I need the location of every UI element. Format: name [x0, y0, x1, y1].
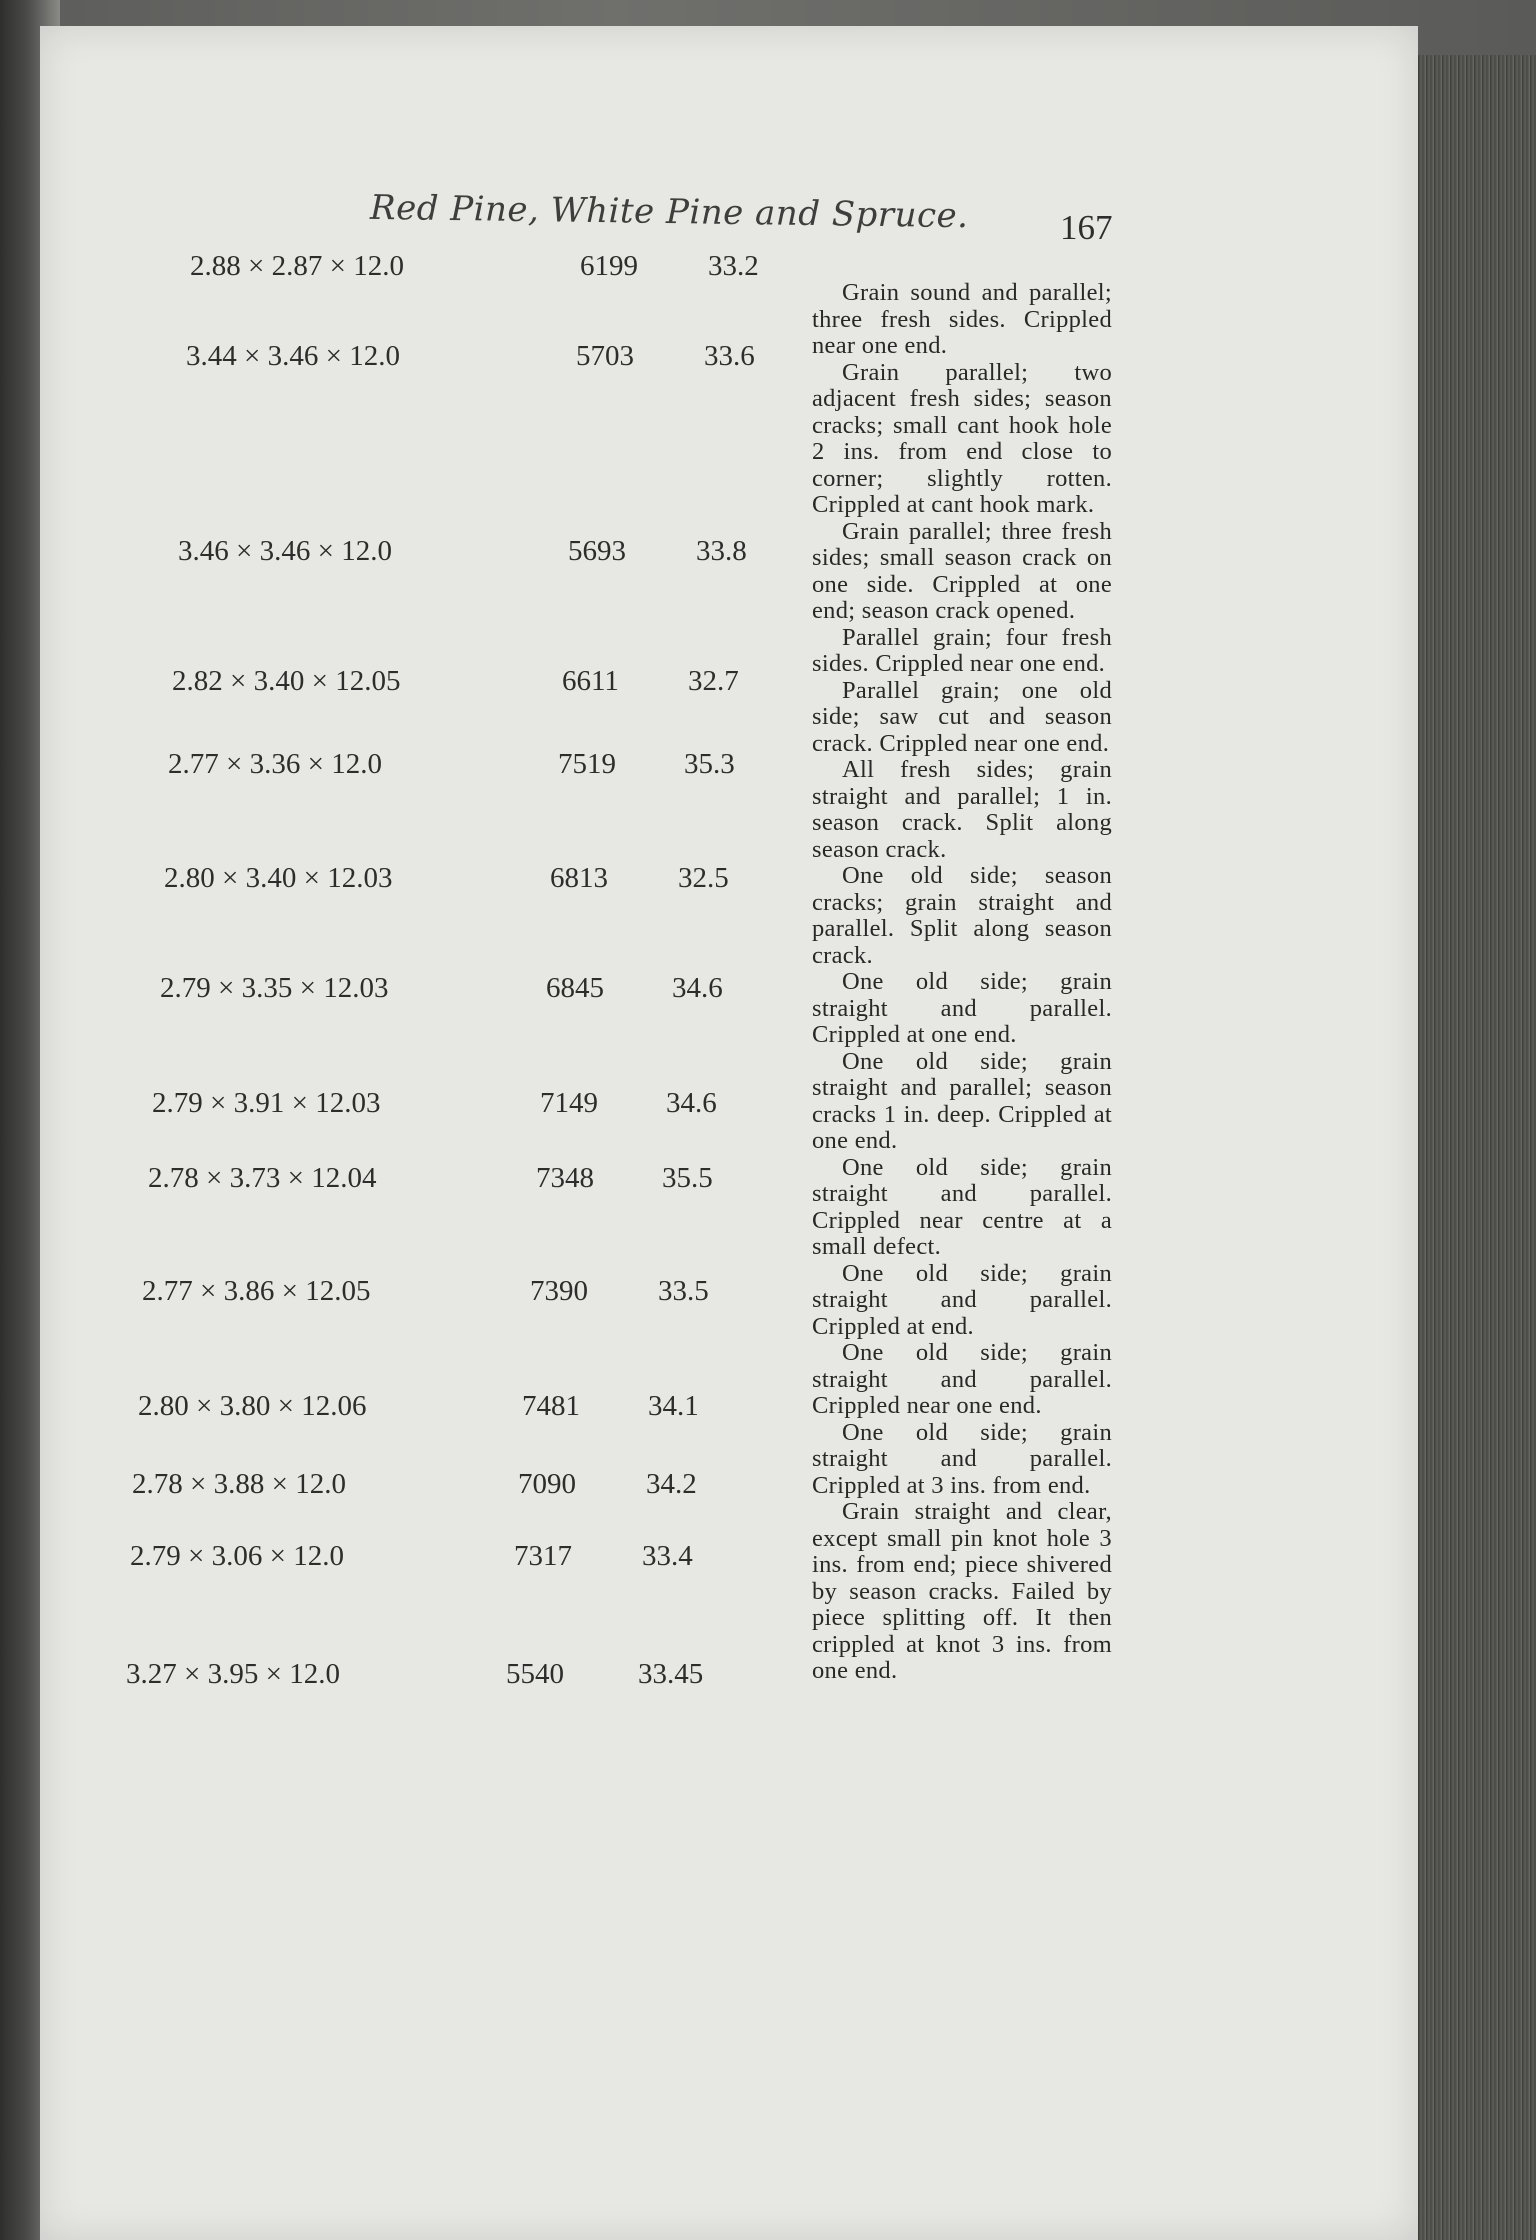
remark: Grain parallel; two adjacent fresh sides; season cracks; small cant hook hole 2 ins. from end close to corner; slightly rotten. Crippled at cant hook mark. — [812, 358, 1112, 518]
page-number: 167 — [1060, 208, 1113, 247]
load-cell: 5540 — [506, 1658, 564, 1690]
remark: Grain sound and parallel; three fresh sides. Crippled near one end. — [812, 279, 1112, 359]
dimensions-cell: 2.82 × 3.40 × 12.05 — [172, 665, 401, 697]
load-cell: 6199 — [580, 250, 638, 282]
load-cell: 7149 — [540, 1087, 598, 1119]
load-cell: 7348 — [536, 1162, 594, 1194]
value-cell: 34.1 — [648, 1390, 699, 1422]
load-cell: 5703 — [576, 340, 634, 372]
value-cell: 34.6 — [672, 972, 723, 1004]
load-cell: 6845 — [546, 972, 604, 1004]
load-cell: 6813 — [550, 862, 608, 894]
remark: One old side; grain straight and parallel. Crippled near centre at a small defect. — [812, 1153, 1112, 1260]
remark: One old side; grain straight and parallel. Crippled at one end. — [812, 968, 1112, 1048]
load-cell: 7481 — [522, 1390, 580, 1422]
dimensions-cell: 2.77 × 3.86 × 12.05 — [142, 1275, 371, 1307]
remark: One old side; grain straight and parallel. Crippled at 3 ins. from end. — [812, 1418, 1112, 1499]
remark: One old side; season cracks; grain straight and parallel. Split along season crack. — [812, 862, 1112, 969]
dimensions-cell: 2.78 × 3.88 × 12.0 — [132, 1468, 346, 1500]
running-title: Red Pine, White Pine and Spruce. — [369, 187, 969, 237]
dimensions-cell: 3.44 × 3.46 × 12.0 — [186, 340, 400, 372]
remark: One old side; grain straight and parallel; season cracks 1 in. deep. Crippled at one end. — [812, 1047, 1112, 1154]
value-cell: 34.2 — [646, 1468, 697, 1500]
remarks-column — [812, 280, 1112, 1685]
value-cell: 33.45 — [638, 1658, 704, 1690]
dimensions-cell: 3.46 × 3.46 × 12.0 — [178, 535, 392, 567]
value-cell: 33.5 — [658, 1275, 709, 1307]
remark: All fresh sides; grain straight and parallel; 1 in. season crack. Split along season crack. — [812, 756, 1112, 863]
value-cell: 32.5 — [678, 862, 729, 894]
dimensions-cell: 2.79 × 3.91 × 12.03 — [152, 1087, 381, 1119]
dimensions-cell: 2.77 × 3.36 × 12.0 — [168, 748, 382, 780]
value-cell: 34.6 — [666, 1087, 717, 1119]
page-edges-right — [1418, 55, 1536, 2240]
dimensions-cell: 2.78 × 3.73 × 12.04 — [148, 1162, 377, 1194]
remark: Grain parallel; three fresh sides; small season crack on one side. Crippled at one end; season crack opened. — [812, 517, 1112, 624]
load-cell: 5693 — [568, 535, 626, 567]
remark: Parallel grain; four fresh sides. Crippled near one end. — [812, 623, 1112, 677]
value-cell: 33.2 — [708, 250, 759, 282]
load-cell: 7519 — [558, 748, 616, 780]
value-cell: 33.6 — [704, 340, 755, 372]
value-cell: 33.4 — [642, 1540, 693, 1572]
remark: Grain straight and clear, except small pin knot hole 3 ins. from end; piece shivered by season cracks. Failed by piece splitting off. It then crippled at knot 3 ins. from one end. — [812, 1498, 1112, 1684]
load-cell: 7090 — [518, 1468, 576, 1500]
value-cell: 33.8 — [696, 535, 747, 567]
load-cell: 7317 — [514, 1540, 572, 1572]
value-cell: 32.7 — [688, 665, 739, 697]
dimensions-cell: 2.88 × 2.87 × 12.0 — [190, 250, 404, 282]
remark: Parallel grain; one old side; saw cut and season crack. Crippled near one end. — [812, 676, 1112, 757]
dimensions-cell: 2.80 × 3.80 × 12.06 — [138, 1390, 367, 1422]
load-cell: 6611 — [562, 665, 619, 697]
dimensions-cell: 2.80 × 3.40 × 12.03 — [164, 862, 393, 894]
dimensions-cell: 3.27 × 3.95 × 12.0 — [126, 1658, 340, 1690]
value-cell: 35.3 — [684, 748, 735, 780]
load-cell: 7390 — [530, 1275, 588, 1307]
remark: One old side; grain straight and parallel. Crippled near one end. — [812, 1339, 1112, 1419]
value-cell: 35.5 — [662, 1162, 713, 1194]
dimensions-cell: 2.79 × 3.06 × 12.0 — [130, 1540, 344, 1572]
dimensions-cell: 2.79 × 3.35 × 12.03 — [160, 972, 389, 1004]
remark: One old side; grain straight and parallel. Crippled at end. — [812, 1259, 1112, 1340]
